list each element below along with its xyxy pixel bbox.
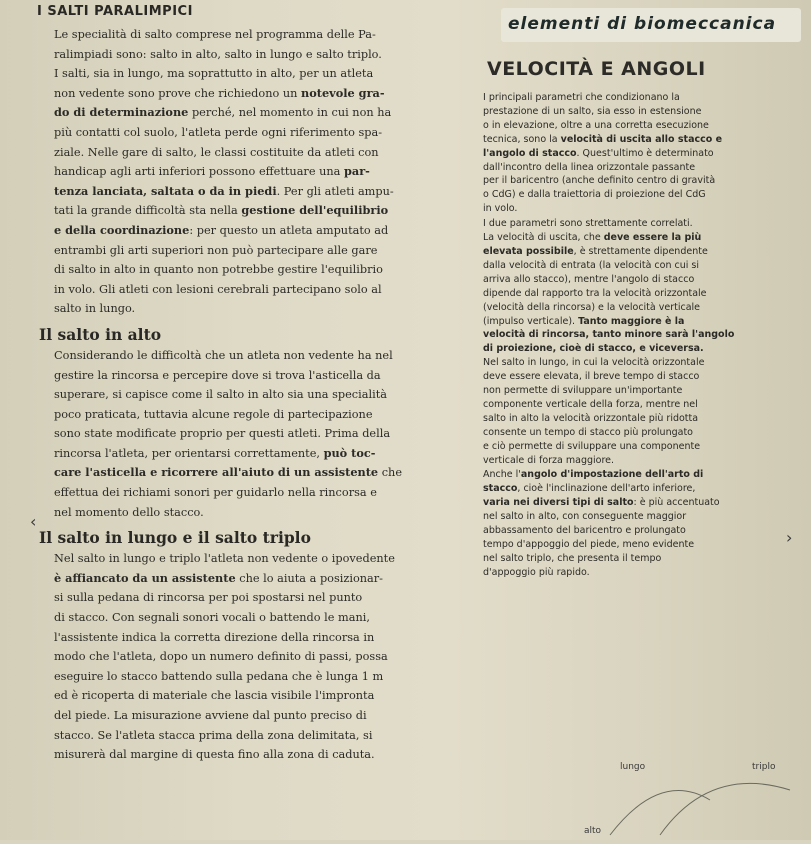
text-line — [54, 667, 459, 687]
text-run: I due parametri sono strettamente correlati. — [483, 218, 693, 230]
text-run: nel salto in alto, con conseguente maggior — [483, 511, 687, 523]
text-line — [483, 567, 799, 579]
text-line — [483, 553, 799, 565]
text-run: o CdG) e dalla traiettoria di proiezione del CdG — [483, 189, 706, 201]
bold-run: è affiancato da un assistente — [54, 570, 236, 585]
text-line — [483, 371, 799, 383]
text-run: . Quest'ultimo è determinato — [576, 147, 714, 159]
text-run: La velocità di uscita, che — [483, 232, 604, 244]
text-run: : è più accentuato — [633, 497, 720, 509]
text-run: poco praticata, tuttavia alcune regole di partecipazione — [54, 407, 373, 421]
text-line — [483, 232, 799, 244]
text-line — [54, 686, 459, 706]
text-run: abbassamento del baricentro e prolungato — [483, 525, 686, 537]
text-run: di stacco. Con segnali sonori vocali o battendo le mani, — [54, 611, 370, 625]
text-line — [483, 218, 799, 230]
text-run: misurerà dal margine di questa fino alla zona di caduta. — [54, 748, 375, 762]
text-run: Nel salto in lungo e triplo l'atleta non vedente o ipovedente — [54, 552, 395, 566]
bold-run: deve essere la più — [603, 232, 702, 244]
text-line — [483, 106, 799, 118]
text-run: componente verticale della forza, mentre nel — [483, 398, 698, 410]
text-run: deve essere elevata, il breve tempo di stacco — [483, 371, 700, 383]
text-line — [483, 189, 799, 201]
text-line — [54, 221, 459, 241]
jump-angles-figure — [584, 760, 800, 840]
section-title-high-jump: Il salto in alto — [39, 324, 162, 344]
figure-label-lungo: lungo — [620, 762, 646, 772]
text-run: entrambi gli arti superiori non può partecipare alle gare — [54, 243, 378, 257]
text-run: nel salto triplo, che presenta il tempo — [483, 552, 662, 564]
text-run: più contatti col suolo, l'atleta perde ogni riferimento spa- — [54, 125, 383, 139]
text-line — [54, 726, 459, 746]
text-line — [483, 385, 799, 397]
text-line — [54, 260, 459, 280]
text-run: modo che l'atleta, dopo un numero definito di passi, possa — [54, 650, 388, 664]
text-line — [483, 260, 799, 272]
text-run: dalla velocità di entrata (la velocità con cui si — [483, 259, 699, 271]
text-line — [54, 241, 459, 261]
bold-run: tenza lanciata, saltata o da in piedi — [54, 183, 277, 198]
section-title-long-triple-jump: Il salto in lungo e il salto triplo — [39, 528, 311, 548]
text-run: tempo d'appoggio del piede, meno evidente — [483, 539, 695, 550]
text-run: perché, nel momento in cui non ha — [188, 106, 392, 120]
text-run: che lo aiuta a posizionar- — [235, 571, 383, 585]
text-run: effettua dei richiami sonori per guidarlo nella rincorsa e — [54, 486, 377, 500]
bold-run: Tanto maggiore è la — [578, 315, 685, 327]
text-line — [54, 280, 459, 300]
text-run: . Per gli atleti ampu- — [276, 184, 394, 198]
text-line — [483, 525, 799, 537]
text-line — [483, 302, 799, 314]
text-line — [54, 25, 459, 45]
text-run: ralimpiadi sono: salto in alto, salto in lungo e salto triplo. — [54, 47, 382, 61]
text-run: , è strettamente dipendente — [573, 245, 708, 257]
text-line — [483, 441, 799, 453]
intro-text — [54, 25, 459, 319]
text-line — [483, 134, 799, 146]
figure-label-triplo: triplo — [752, 762, 776, 772]
next-page-button[interactable]: › — [786, 528, 793, 547]
trajectory-curve — [610, 791, 710, 835]
text-line — [54, 64, 459, 84]
text-line — [483, 92, 799, 104]
text-line — [483, 469, 799, 481]
text-line — [54, 123, 459, 143]
text-run: consente un tempo di stacco più prolungato — [483, 426, 693, 438]
text-line — [54, 45, 459, 65]
text-line — [54, 143, 459, 163]
prev-page-button[interactable]: ‹ — [30, 512, 37, 531]
text-line — [54, 299, 459, 319]
text-run: che — [378, 466, 403, 480]
text-line — [54, 463, 459, 483]
text-line — [54, 162, 459, 182]
text-run: verticale di forza maggiore. — [483, 454, 615, 466]
text-line — [483, 539, 799, 551]
biomechanics-text — [483, 92, 799, 582]
text-run: Anche l' — [483, 469, 521, 481]
text-line — [483, 120, 799, 132]
text-run: ziale. Nelle gare di salto, le classi costituite da atleti con — [54, 145, 379, 159]
text-run: in volo. Gli atleti con lesioni cerebrali partecipano solo al — [54, 282, 382, 296]
text-run: o in elevazione, oltre a una corretta esecuzione — [483, 119, 709, 131]
figure-label-alto: alto — [584, 826, 602, 836]
text-run: per il baricentro (anche definito centro di gravità — [483, 175, 716, 187]
text-line — [54, 608, 459, 628]
text-line — [54, 346, 459, 366]
text-run: salto in lungo. — [54, 302, 136, 316]
text-run: I salti, sia in lungo, ma soprattutto in alto, per un atleta — [54, 67, 374, 81]
text-run: non vedente sono prove che richiedono un — [54, 86, 302, 100]
text-run: nel momento dello stacco. — [54, 505, 204, 519]
text-run: prestazione di un salto, sia esso in estensione — [483, 105, 702, 117]
text-run: dall'incontro della linea orizzontale passante — [483, 161, 696, 173]
text-line — [54, 182, 459, 202]
bold-run: notevole gra- — [301, 85, 385, 100]
bold-run: di proiezione, cioè di stacco, e viceversa. — [483, 343, 704, 355]
text-run: : per questo un atleta amputato ad — [189, 223, 389, 237]
text-line — [54, 201, 459, 221]
text-run: arriva allo stacco), mentre l'angolo di stacco — [483, 273, 695, 285]
text-line — [483, 288, 799, 300]
text-line — [483, 329, 799, 341]
text-line — [483, 511, 799, 523]
text-line — [54, 569, 459, 589]
text-line — [483, 316, 799, 328]
box-title: VELOCITÀ E ANGOLI — [487, 58, 706, 80]
bold-run: elevata possibile — [483, 245, 574, 257]
bold-run: velocità di uscita allo stacco e — [560, 133, 723, 145]
text-line — [483, 483, 799, 495]
bold-run: par- — [344, 164, 370, 179]
text-line — [483, 203, 799, 215]
text-line — [54, 84, 459, 104]
text-line — [54, 588, 459, 608]
text-run: (impulso verticale). — [483, 315, 579, 327]
left-column — [37, 4, 459, 765]
text-line — [483, 148, 799, 160]
bold-run: angolo d'impostazione dell'arto di — [520, 469, 704, 481]
text-line — [483, 175, 799, 187]
text-run: ed è ricoperta di materiale che lascia visibile l'impronta — [54, 689, 375, 703]
paragraph — [483, 218, 799, 466]
text-line — [483, 162, 799, 174]
bold-run: stacco — [483, 483, 518, 495]
page-kicker: I SALTI PARALIMPICI — [37, 4, 193, 19]
text-run: tati la grande difficoltà sta nella — [54, 204, 242, 218]
bold-run: gestione dell'equilibrio — [241, 203, 389, 218]
jump-angles-diagram — [600, 760, 800, 840]
text-run: del piede. La misurazione avviene dal punto preciso di — [54, 709, 367, 722]
text-line — [483, 343, 799, 355]
text-line — [483, 399, 799, 411]
text-run: d'appoggio più rapido. — [483, 566, 590, 578]
bold-run: e della coordinazione — [54, 222, 190, 237]
text-run: handicap agli arti inferiori possono effettuare una — [54, 165, 344, 179]
text-run: salto in alto la velocità orizzontale più ridotta — [483, 412, 699, 424]
bold-run: varia nei diversi tipi di salto — [483, 497, 634, 509]
text-line — [54, 483, 459, 503]
text-run: tecnica, sono la — [483, 133, 561, 145]
text-run: Considerando le difficoltà che un atleta non vedente ha nel — [54, 348, 393, 362]
text-run: , cioè l'inclinazione dell'arto inferiore, — [517, 483, 696, 495]
bold-run: può toc- — [323, 445, 376, 460]
text-line — [483, 274, 799, 286]
text-line — [483, 497, 799, 509]
text-line — [483, 427, 799, 439]
text-run: gestire la rincorsa e percepire dove si trova l'asticella da — [54, 368, 381, 382]
text-run: stacco. Se l'atleta stacca prima della zona delimitata, si — [54, 728, 373, 742]
text-run: in volo. — [483, 203, 518, 215]
text-run: superare, si capisce come il salto in alto sia una specialità — [54, 388, 387, 402]
bold-run: l'angolo di stacco — [483, 147, 577, 159]
text-line — [54, 745, 459, 765]
text-line — [54, 549, 459, 569]
banner-title: elementi di biomeccanica — [508, 14, 777, 34]
text-run: e ciò permette di sviluppare una componente — [483, 440, 701, 452]
text-run: di salto in alto in quanto non potrebbe gestire l'equilibrio — [54, 263, 383, 277]
paragraph — [483, 469, 799, 578]
text-line — [54, 503, 459, 523]
text-run: (velocità della rincorsa) e la velocità verticale — [483, 301, 701, 313]
high-jump-text — [54, 346, 459, 522]
paragraph — [483, 92, 799, 215]
text-line — [54, 424, 459, 444]
text-line — [483, 455, 799, 467]
text-run: Le specialità di salto comprese nel programma delle Pa- — [54, 28, 376, 41]
text-line — [54, 444, 459, 464]
text-line — [54, 628, 459, 648]
text-line — [483, 413, 799, 425]
text-line — [483, 357, 799, 369]
text-line — [54, 366, 459, 386]
text-run: sono state modificate proprio per questi atleti. Prima della — [54, 427, 391, 441]
text-run: Nel salto in lungo, in cui la velocità orizzontale — [483, 357, 705, 369]
text-run: I principali parametri che condizionano la — [483, 92, 680, 103]
text-line — [483, 246, 799, 258]
text-line — [54, 103, 459, 123]
long-triple-jump-text — [54, 549, 459, 765]
text-line — [54, 405, 459, 425]
text-run: dipende dal rapporto tra la velocità orizzontale — [483, 287, 707, 299]
text-line — [54, 647, 459, 667]
text-run: eseguire lo stacco battendo sulla pedana che è lunga 1 m — [54, 669, 384, 683]
text-run: non permette di sviluppare un'importante — [483, 385, 683, 397]
text-run: rincorsa l'atleta, per orientarsi correttamente, — [54, 446, 324, 460]
text-line — [54, 385, 459, 405]
bold-run: do di determinazione — [54, 105, 189, 120]
text-run: l'assistente indica la corretta direzione della rincorsa in — [54, 630, 375, 644]
text-run: si sulla pedana di rincorsa per poi spostarsi nel punto — [54, 591, 363, 605]
bold-run: care l'asticella e ricorrere all'aiuto di un assistente — [54, 465, 379, 480]
text-line — [54, 706, 459, 726]
bold-run: velocità di rincorsa, tanto minore sarà l'angolo — [483, 329, 735, 341]
trajectory-curve — [660, 783, 790, 835]
